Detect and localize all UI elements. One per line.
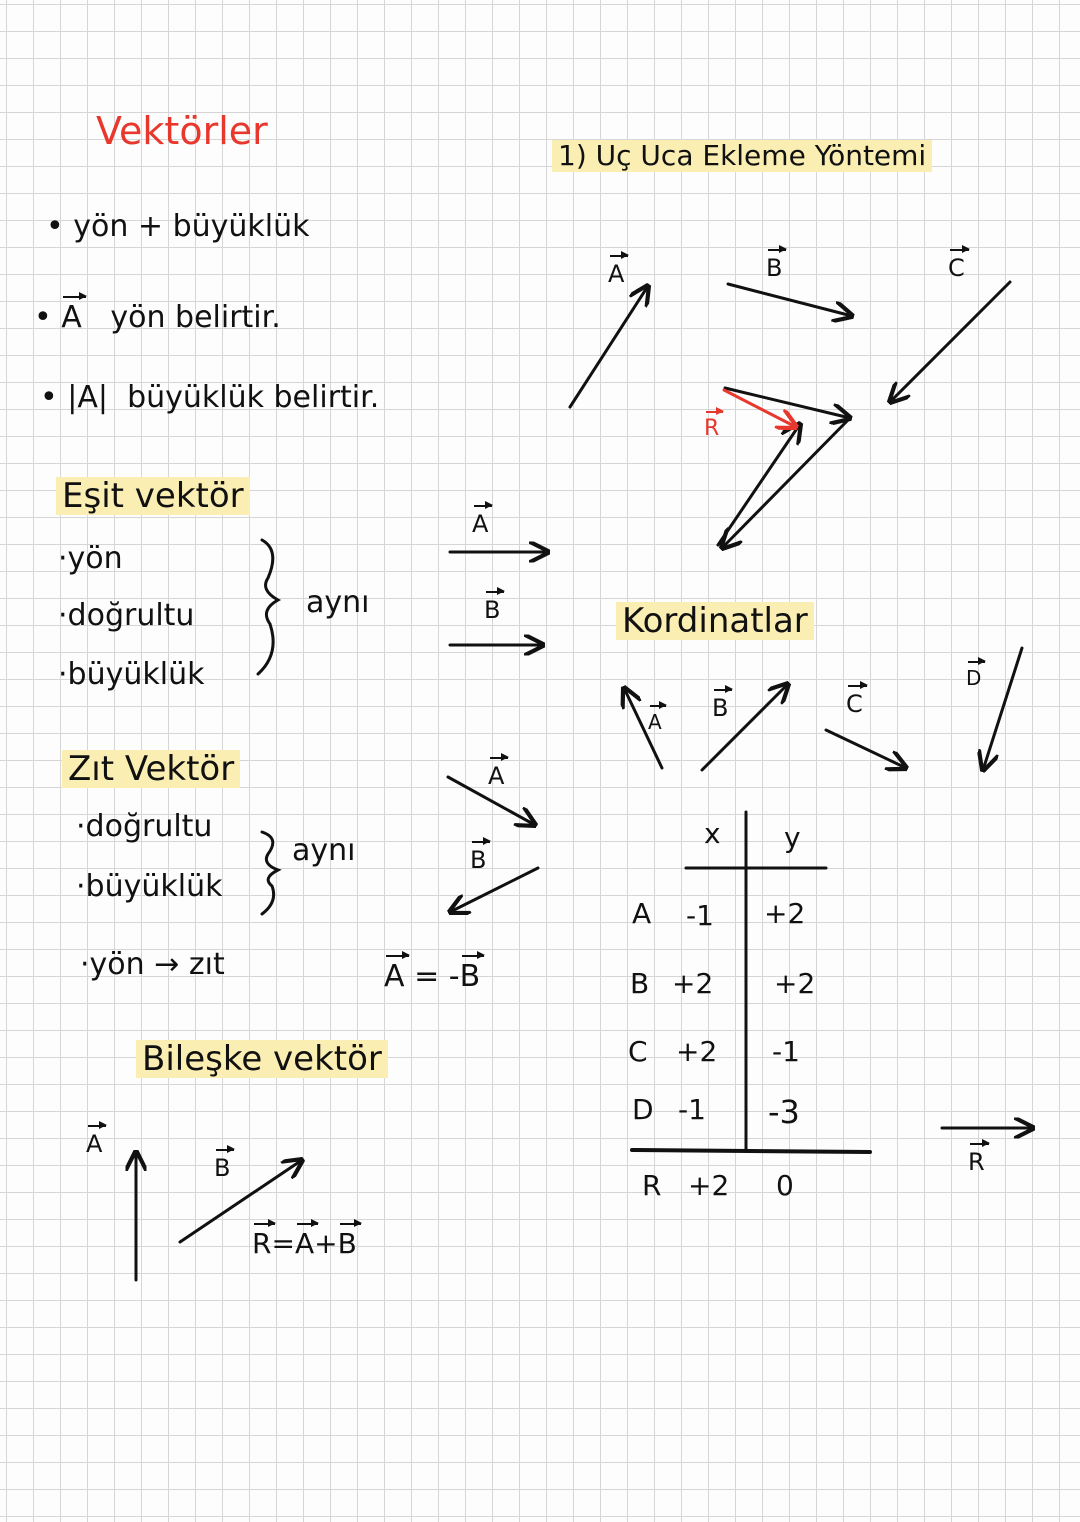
opposite-item-1: ·doğrultu <box>76 809 213 844</box>
method-label-a: A <box>608 260 625 288</box>
coord-label-b: B <box>712 694 729 722</box>
coord-arrow-d <box>983 648 1022 770</box>
table-row-a-y: +2 <box>764 897 806 930</box>
page-title: Vektörler <box>96 109 268 153</box>
resultant-equation: R=A+B <box>252 1227 357 1260</box>
opposite-equation: A = -B <box>384 959 481 994</box>
table-row-a-name: A <box>632 897 652 930</box>
vector-a-symbol: A <box>61 300 82 335</box>
opposite-same-label: aynı <box>292 833 356 868</box>
equal-label-b: B <box>484 596 501 624</box>
equal-label-a: A <box>472 510 489 538</box>
table-row-d-x: -1 <box>678 1093 706 1126</box>
brace-opposite <box>262 832 278 914</box>
table-row-c-name: C <box>628 1035 648 1068</box>
intro-line-3: • |A| büyüklük belirtir. <box>40 380 380 415</box>
equal-item-1: ·yön <box>58 541 123 576</box>
coord-label-d: D <box>966 666 982 690</box>
method-label-b: B <box>766 254 783 282</box>
table-row-b-x: +2 <box>672 967 714 1000</box>
coord-label-a: A <box>648 710 662 734</box>
resultant-heading: Bileşke vektör <box>136 1040 388 1078</box>
intro-line-2: • A yön belirtir. <box>34 300 281 335</box>
coord-label-c: C <box>846 690 863 718</box>
opposite-arrow-b <box>450 868 538 912</box>
table-result-y: 0 <box>776 1169 794 1202</box>
table-row-d-y: -3 <box>768 1093 800 1131</box>
intro-line-1: • yön + büyüklük <box>46 209 310 244</box>
coord-result-label: R <box>968 1148 985 1176</box>
opposite-direction-line: ·yön → zıt <box>80 947 225 982</box>
table-row-c-y: -1 <box>772 1035 800 1068</box>
table-row-a-x: -1 <box>686 899 714 932</box>
table-result-x: +2 <box>688 1169 730 1202</box>
equal-vector-heading: Eşit vektör <box>56 477 250 515</box>
method-arrow-a <box>570 286 648 407</box>
tail-arrow-b <box>725 388 850 418</box>
tail-arrow-c <box>722 418 850 548</box>
opposite-label-b: B <box>470 846 487 874</box>
table-result-name: R <box>642 1169 662 1202</box>
table-row-c-x: +2 <box>676 1035 718 1068</box>
table-header-x: x <box>704 817 721 850</box>
tail-arrow-a <box>718 424 800 545</box>
opposite-label-a: A <box>488 762 505 790</box>
opposite-item-2: ·büyüklük <box>76 869 223 904</box>
table-header-y: y <box>784 821 801 854</box>
method-arrow-c <box>890 282 1010 402</box>
opposite-vector-heading: Zıt Vektör <box>62 750 240 788</box>
table-row-b-name: B <box>630 967 650 1000</box>
method-arrow-b <box>728 284 852 316</box>
coordinates-heading: Kordinatlar <box>616 602 814 640</box>
coord-arrow-c <box>826 730 906 768</box>
equal-item-2: ·doğrultu <box>58 598 195 633</box>
resultant-label-a: A <box>86 1130 103 1158</box>
resultant-label-b: B <box>214 1154 231 1182</box>
table-row-b-y: +2 <box>774 967 816 1000</box>
method-heading: 1) Uç Uca Ekleme Yöntemi <box>552 140 932 172</box>
table-row-d-name: D <box>632 1093 654 1126</box>
equal-item-3: ·büyüklük <box>58 657 205 692</box>
brace-equal <box>258 540 278 674</box>
method-label-c: C <box>948 254 965 282</box>
table-sum-line <box>632 1150 870 1152</box>
equal-same-label: aynı <box>306 585 370 620</box>
method-label-r: R <box>704 416 720 441</box>
